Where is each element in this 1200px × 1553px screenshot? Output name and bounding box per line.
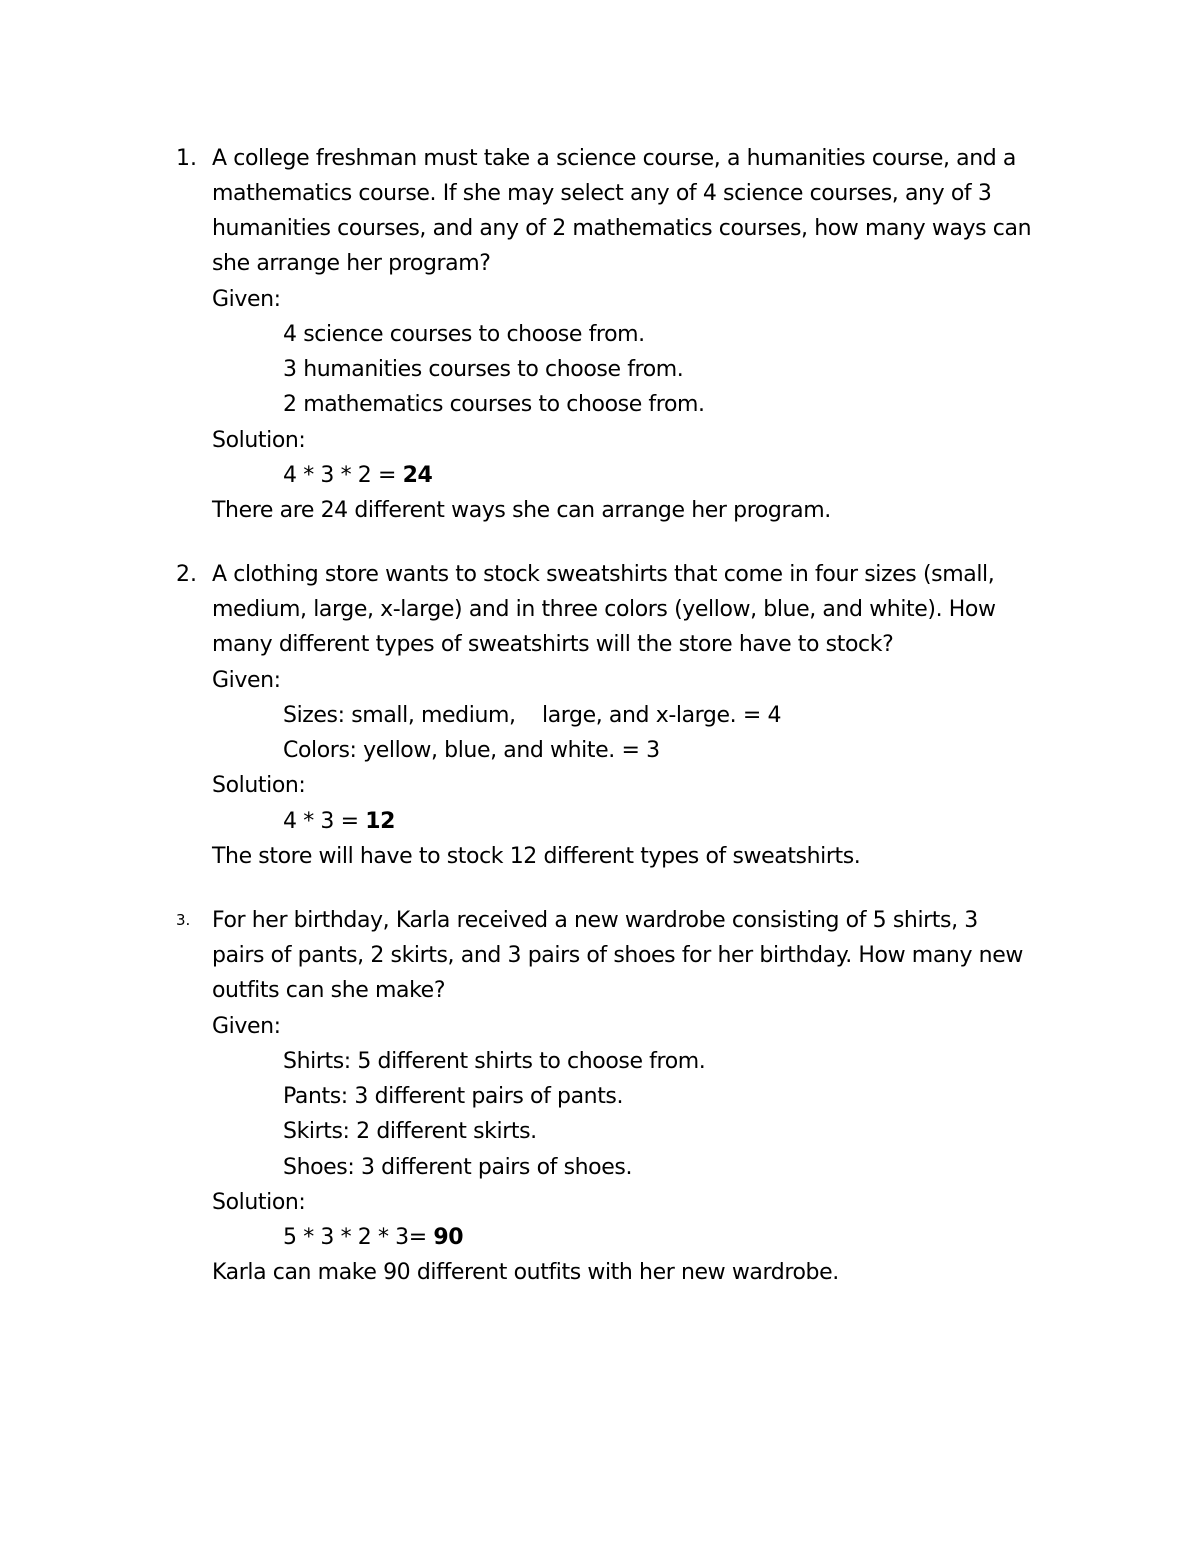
equation-text: 5 * 3 * 2 * 3= [283,1225,434,1250]
given-item: 2 mathematics courses to choose from. [283,392,705,417]
question-line: humanities courses, and any of 2 mathematics courses, how many ways can [212,216,1032,241]
question-line: A college freshman must take a science course, a humanities course, and a [212,146,1017,171]
given-label: Given: [212,1014,281,1039]
given-item: Sizes: small, medium, large, and x-large. = 4 [283,703,782,728]
answer-value: 90 [433,1225,464,1250]
given-item: 3 humanities courses to choose from. [283,357,684,382]
given-item: Pants: 3 different pairs of pants. [283,1084,624,1109]
equation-text: 4 * 3 = [283,809,366,834]
question-line: many different types of sweatshirts will the store have to stock? [212,632,894,657]
question-line: A clothing store wants to stock sweatshirts that come in four sizes (small, [212,562,995,587]
answer-value: 24 [402,463,433,488]
equation-text: 4 * 3 * 2 = [283,463,403,488]
given-item: Colors: yellow, blue, and white. = 3 [283,738,660,763]
conclusion: There are 24 different ways she can arrange her program. [212,498,831,523]
given-label: Given: [212,287,281,312]
solution-label: Solution: [212,428,306,453]
solution-equation [283,804,395,839]
solution-equation [283,458,432,493]
question-line: she arrange her program? [212,251,491,276]
conclusion: Karla can make 90 different outfits with her new wardrobe. [212,1260,839,1285]
question-line: medium, large, x-large) and in three colors (yellow, blue, and white). How [212,597,996,622]
question-line: pairs of pants, 2 skirts, and 3 pairs of shoes for her birthday. How many new [212,943,1023,968]
given-item: Shoes: 3 different pairs of shoes. [283,1155,633,1180]
given-label: Given: [212,668,281,693]
problem-number: 2. [176,562,197,587]
solution-equation [283,1220,463,1255]
solution-label: Solution: [212,1190,306,1215]
answer-value: 12 [365,809,396,834]
conclusion: The store will have to stock 12 different types of sweatshirts. [212,844,861,869]
question-line: For her birthday, Karla received a new wardrobe consisting of 5 shirts, 3 [212,908,978,933]
given-item: 4 science courses to choose from. [283,322,645,347]
question-line: outfits can she make? [212,978,446,1003]
given-item: Shirts: 5 different shirts to choose from. [283,1049,706,1074]
solution-label: Solution: [212,773,306,798]
given-item: Skirts: 2 different skirts. [283,1119,537,1144]
problem-number: 1. [176,146,197,171]
problem-number: 3. [176,911,191,929]
question-line: mathematics course. If she may select any of 4 science courses, any of 3 [212,181,992,206]
